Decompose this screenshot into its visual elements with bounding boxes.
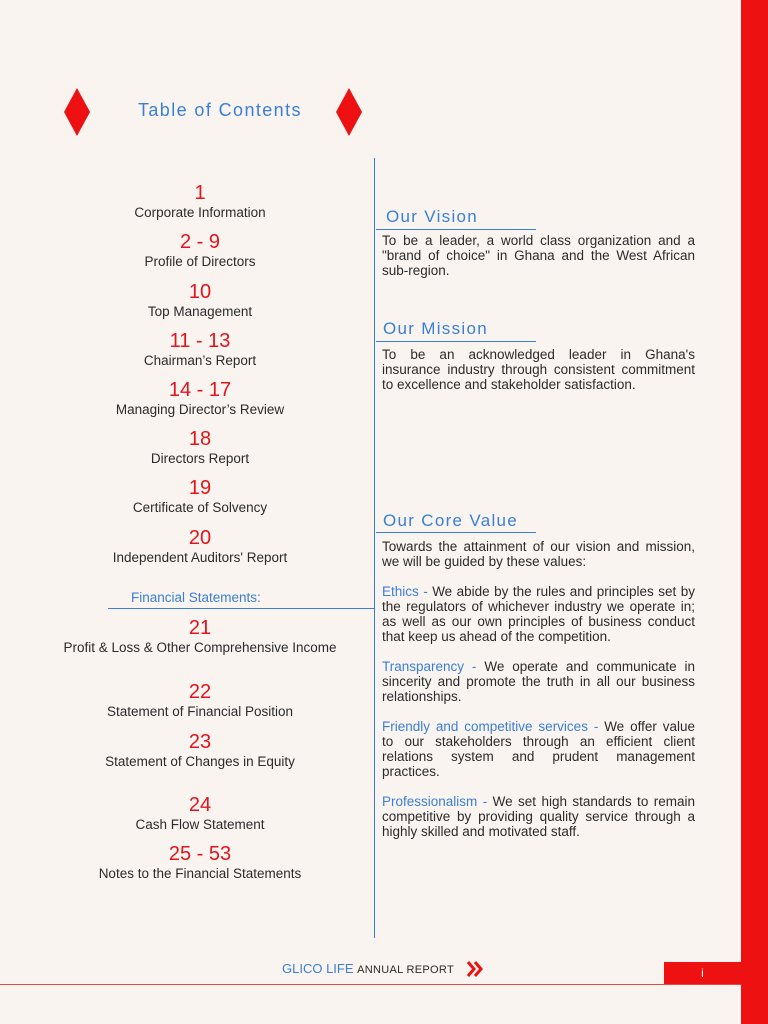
mission-text: To be an acknowledged leader in Ghana's insurance industry through consistent commitment to excellence and stakeholder satisfaction. (382, 347, 695, 392)
toc-page-number: 19 (188, 477, 212, 499)
page-number-tab: i (664, 962, 741, 984)
toc-item-label: Chairman’s Report (143, 353, 257, 368)
toc-item[interactable] (30, 617, 370, 656)
vision-heading: Our Vision (386, 207, 479, 226)
toc-item[interactable] (30, 281, 370, 320)
right-red-bar (741, 0, 768, 1024)
footer-brand: GLICO LIFE (282, 961, 354, 976)
toc-item-label: Independent Auditors' Report (112, 550, 288, 565)
financial-statements-heading: Financial Statements: (131, 590, 261, 605)
value-text: We set high standards to remain competitive by providing quality service through a highly skilled and motivated staff. (382, 794, 695, 839)
vision-text: To be a leader, a world class organization and a "brand of choice" in Ghana and the West African sub-region. (382, 233, 695, 278)
toc-page-number: 18 (188, 428, 212, 450)
vision-rule (376, 229, 536, 230)
toc-item-label: Corporate Information (134, 205, 266, 220)
toc-item-label: Notes to the Financial Statements (98, 866, 302, 881)
toc-item[interactable] (30, 731, 370, 770)
toc-page-number: 10 (188, 281, 212, 303)
toc-page-number: 25 - 53 (168, 843, 232, 865)
toc-item[interactable] (30, 477, 370, 516)
toc-page-number: 22 (188, 681, 212, 703)
value-name: Transparency - (382, 659, 477, 674)
toc-item[interactable] (30, 794, 370, 833)
financial-statements-rule (108, 608, 374, 609)
toc-item[interactable] (30, 182, 370, 221)
right-diamond-icon (336, 88, 362, 136)
core-value-heading: Our Core Value (383, 511, 519, 530)
toc-page-number: 24 (188, 794, 212, 816)
value-transparency (382, 659, 695, 704)
toc-item[interactable] (30, 231, 370, 270)
value-text: We offer value to our stakeholders through an efficient client relations system and prudent management practices. (382, 719, 695, 779)
value-ethics (382, 584, 695, 644)
toc-item-label: Directors Report (150, 451, 250, 466)
footer-title (282, 961, 454, 976)
toc-page-number: 2 - 9 (179, 231, 221, 253)
toc-item-label: Profit & Loss & Other Comprehensive Income (63, 640, 337, 655)
toc-page-number: 20 (188, 527, 212, 549)
toc-item[interactable] (30, 681, 370, 720)
value-name: Ethics - (382, 584, 428, 599)
core-value-intro: Towards the attainment of our vision and mission, we will be guided by these values: (382, 539, 695, 569)
value-friendly-services (382, 719, 695, 779)
toc-page-number: 1 (194, 182, 206, 204)
core-value-rule (376, 532, 536, 533)
toc-item-label: Statement of Changes in Equity (105, 754, 295, 769)
value-name: Professionalism - (382, 794, 488, 809)
left-diamond-icon (64, 88, 90, 136)
value-name: Friendly and competitive services - (382, 719, 599, 734)
toc-item-label: Cash Flow Statement (135, 817, 265, 832)
toc-page-number: 11 - 13 (169, 330, 231, 352)
toc-page-number: 21 (188, 617, 212, 639)
toc-item[interactable] (30, 843, 370, 882)
footer-annual-report: ANNUAL REPORT (357, 964, 454, 976)
value-professionalism (382, 794, 695, 839)
toc-item[interactable] (30, 527, 370, 566)
toc-item-label: Statement of Financial Position (106, 704, 294, 719)
toc-item[interactable] (30, 330, 370, 369)
toc-item-label: Certificate of Solvency (132, 500, 268, 515)
toc-page-number: 14 - 17 (168, 379, 232, 401)
footer-rule (0, 984, 741, 985)
toc-item-label: Profile of Directors (144, 254, 256, 269)
double-chevron-right-icon (466, 960, 484, 978)
toc-page-number: 23 (188, 731, 212, 753)
mission-heading: Our Mission (383, 319, 488, 338)
vertical-divider (374, 158, 375, 938)
mission-rule (376, 341, 536, 342)
toc-item-label: Managing Director’s Review (115, 402, 285, 417)
toc-item-label: Top Management (147, 304, 253, 319)
toc-item[interactable] (30, 379, 370, 418)
value-text: We operate and communicate in sincerity and promote the truth in all our business relationships. (382, 659, 695, 704)
toc-title: Table of Contents (138, 100, 302, 120)
toc-item[interactable] (30, 428, 370, 467)
value-text: We abide by the rules and principles set by the regulators of whichever industry we operate in; as well as our own principles of business conduct that keep us ahead of the competition. (382, 584, 695, 644)
